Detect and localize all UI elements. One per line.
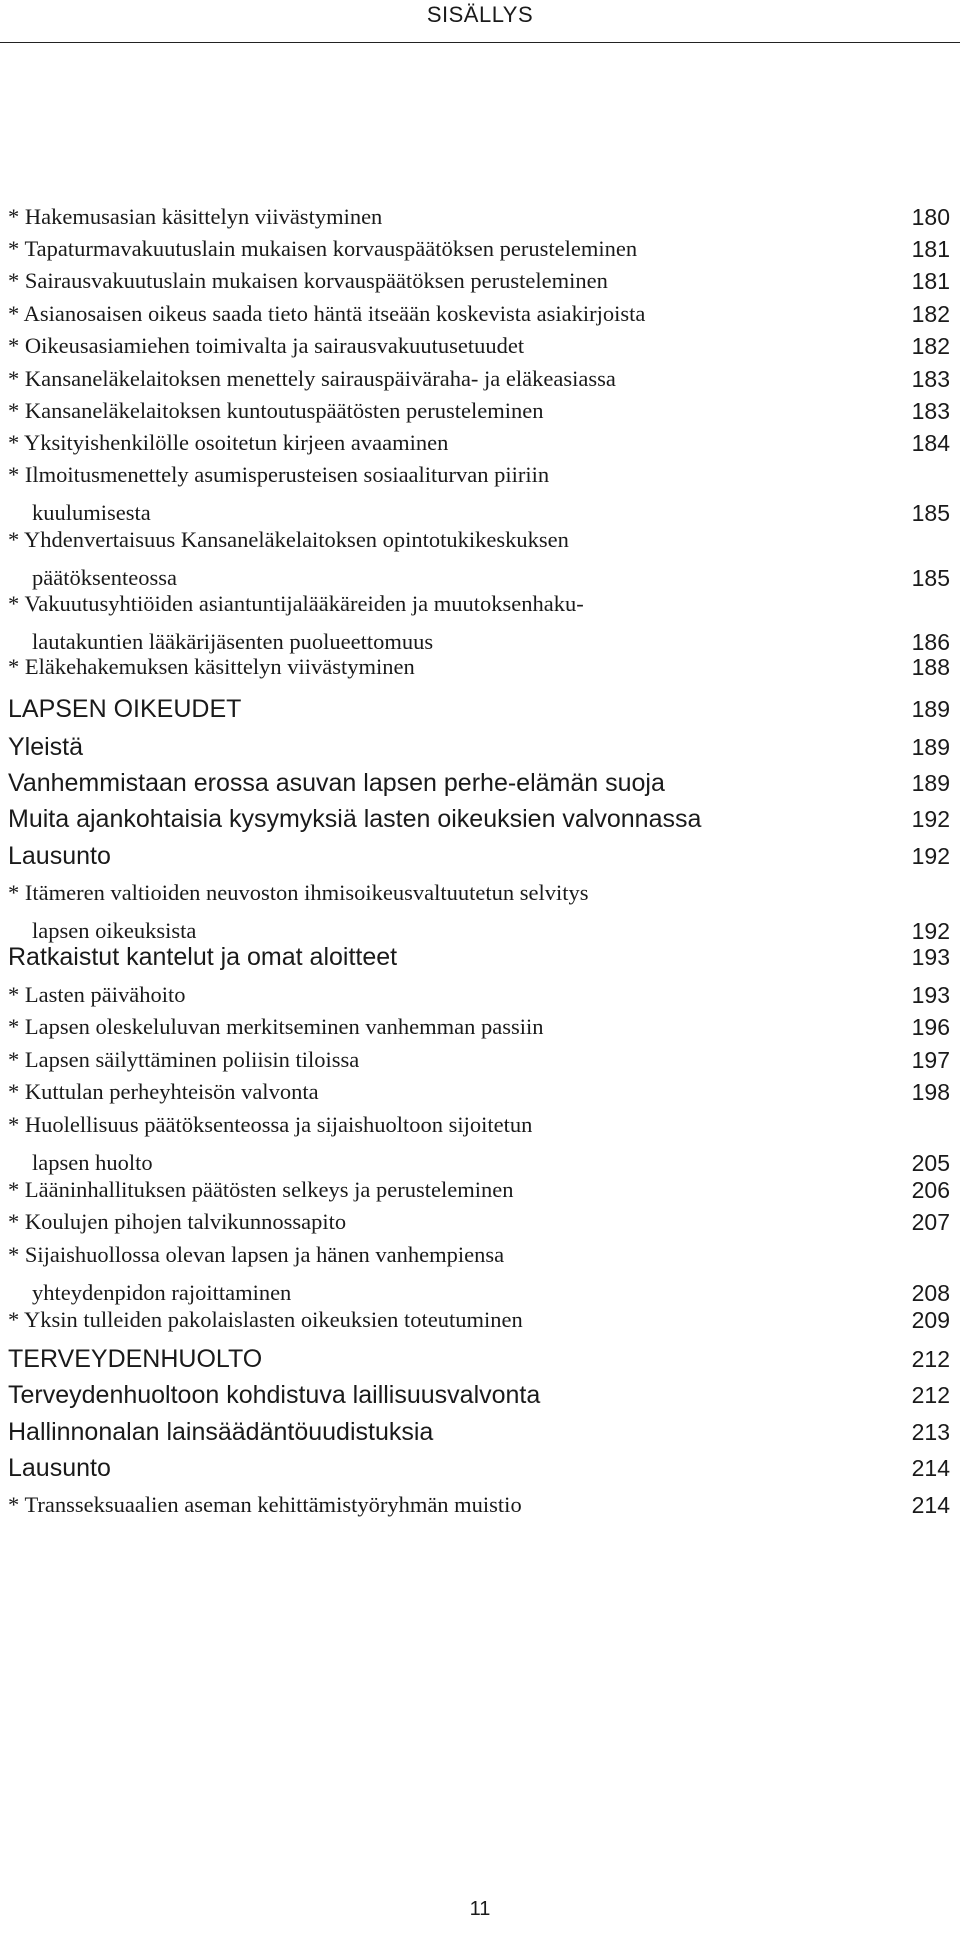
toc-section-heading [8, 800, 950, 838]
toc-entry-page: 189 [911, 696, 950, 722]
toc-entry-title: * Transseksuaalien aseman kehittämistyöryhmän muistio [8, 1492, 522, 1517]
toc-entry-title: * Kuttulan perheyhteisön valvonta [8, 1079, 319, 1104]
toc-entry-page: 214 [911, 1492, 950, 1518]
toc-section-heading [8, 1413, 950, 1451]
toc-entry-title: * Eläkehakemuksen käsittelyn viivästyminen [8, 654, 415, 679]
toc-entry-title: * Lapsen oleskeluluvan merkitseminen vanhemman passiin [8, 1014, 544, 1039]
toc-section-heading [8, 1376, 950, 1414]
toc-entry-page: 184 [911, 430, 950, 456]
toc-section-heading [8, 1449, 950, 1487]
toc-entry-page: 181 [911, 236, 950, 262]
toc-section-heading [8, 1340, 950, 1378]
toc-entry-title: Terveydenhuoltoon kohdistuva laillisuusvalvonta [8, 1381, 541, 1409]
toc-entry-page: 209 [911, 1307, 950, 1333]
toc-entry-page: 189 [911, 734, 950, 760]
toc-entry-title: lapsen huolto [32, 1150, 153, 1175]
toc-entry-page: 212 [911, 1382, 950, 1408]
toc-entry-page: 192 [911, 806, 950, 832]
toc-entry-title: lapsen oikeuksista [32, 918, 197, 943]
toc-entry-title: * Lasten päivähoito [8, 982, 186, 1007]
toc-entry-page: 182 [911, 301, 950, 327]
toc-entry-title: * Kansaneläkelaitoksen kuntoutuspäätösten perusteleminen [8, 398, 544, 423]
toc-entry-title: TERVEYDENHUOLTO [8, 1345, 263, 1373]
toc-entry-page: 206 [911, 1177, 950, 1203]
toc-entry-page: 196 [911, 1014, 950, 1040]
toc-entry-page: 182 [911, 333, 950, 359]
toc-entry-page: 192 [911, 918, 950, 944]
toc-entry-page: 213 [911, 1419, 950, 1445]
toc-entry-title: Lausunto [8, 842, 111, 870]
toc-entry [8, 1486, 950, 1524]
toc-entry-title: LAPSEN OIKEUDET [8, 695, 242, 723]
toc-entry-title: kuulumisesta [32, 500, 151, 525]
toc-entry-title: * Oikeusasiamiehen toimivalta ja sairausvakuutusetuudet [8, 333, 525, 358]
toc-entry-title: yhteydenpidon rajoittaminen [32, 1280, 292, 1305]
toc-entry-page: 183 [911, 398, 950, 424]
toc-entry-page: 193 [911, 982, 950, 1008]
toc-entry-title: * Sairausvakuutuslain mukaisen korvauspäätöksen perusteleminen [8, 268, 608, 293]
toc-entry [8, 1301, 950, 1339]
toc-entry-page: 198 [911, 1079, 950, 1105]
toc-entry-title: * Hakemusasian käsittelyn viivästyminen [8, 204, 383, 229]
toc-section-heading [8, 728, 950, 766]
toc-entry-title: * Asianosaisen oikeus saada tieto häntä itseään koskevista asiakirjoista [8, 301, 646, 326]
toc-entry-page: 207 [911, 1209, 950, 1235]
toc-section-heading [8, 837, 950, 875]
toc-entry-title: * Tapaturmavakuutuslain mukaisen korvauspäätöksen perusteleminen [8, 236, 638, 261]
toc-entry-title: * Huolellisuus päätöksenteossa ja sijaishuoltoon sijoitetun [8, 1112, 533, 1137]
toc-entry-page: 189 [911, 770, 950, 796]
toc-entry-title: päätöksenteossa [32, 565, 177, 590]
toc-entry-page: 185 [911, 565, 950, 591]
toc-entry-title: * Itämeren valtioiden neuvoston ihmisoikeusvaltuutetun selvitys [8, 880, 589, 905]
toc-entry-page: 183 [911, 366, 950, 392]
toc-section-heading [8, 764, 950, 802]
page-number: 11 [469, 1898, 491, 1920]
toc-entry-page: 197 [911, 1047, 950, 1073]
toc-entry-page: 185 [911, 500, 950, 526]
toc-entry-title: * Sijaishuollossa olevan lapsen ja hänen vanhempiensa [8, 1242, 505, 1267]
toc-entry-title: Vanhemmistaan erossa asuvan lapsen perhe-elämän suoja [8, 769, 665, 797]
toc-entry-title: * Vakuutusyhtiöiden asiantuntijalääkäreiden ja muutoksenhaku- [8, 591, 584, 616]
toc-entry-title: * Yksin tulleiden pakolaislasten oikeuksien toteutuminen [8, 1307, 523, 1332]
toc-entry-title: * Yhdenvertaisuus Kansaneläkelaitoksen opintotukikeskuksen [8, 527, 569, 552]
toc-entry-title: * Yksityishenkilölle osoitetun kirjeen avaaminen [8, 430, 449, 455]
toc-entry-page: 193 [911, 944, 950, 970]
toc-entry-page: 188 [911, 654, 950, 680]
toc-entry-page: 180 [911, 204, 950, 230]
toc-entry [8, 648, 950, 686]
toc-section-heading [8, 690, 950, 728]
toc-entry-page: 186 [911, 629, 950, 655]
toc-entry-page: 181 [911, 268, 950, 294]
toc-entry-title: * Ilmoitusmenettely asumisperusteisen sosiaaliturvan piiriin [8, 462, 550, 487]
toc-entry-title: * Lääninhallituksen päätösten selkeys ja perusteleminen [8, 1177, 514, 1202]
toc-entry-title: * Kansaneläkelaitoksen menettely sairauspäiväraha- ja eläkeasiassa [8, 366, 616, 391]
toc-entry-title: Yleistä [8, 733, 84, 761]
page-title: SISÄLLYS [426, 2, 534, 27]
toc-entry-page: 208 [911, 1280, 950, 1306]
toc-entry-title: Muita ajankohtaisia kysymyksiä lasten oikeuksien valvonnassa [8, 805, 702, 833]
toc-entry-page: 205 [911, 1150, 950, 1176]
toc-entry-page: 212 [911, 1346, 950, 1372]
toc-section-heading [8, 938, 950, 976]
toc-entry-title: Hallinnonalan lainsäädäntöuudistuksia [8, 1418, 434, 1446]
toc-entry-title: * Koulujen pihojen talvikunnossapito [8, 1209, 347, 1234]
toc-entry-title: Lausunto [8, 1454, 111, 1482]
toc-entry-title: * Lapsen säilyttäminen poliisin tiloissa [8, 1047, 360, 1072]
toc-entry-title: Ratkaistut kantelut ja omat aloitteet [8, 943, 398, 971]
toc-entry-page: 214 [911, 1455, 950, 1481]
toc-entry-page: 192 [911, 843, 950, 869]
toc-entry-title: lautakuntien lääkärijäsenten puolueettomuus [32, 629, 434, 654]
